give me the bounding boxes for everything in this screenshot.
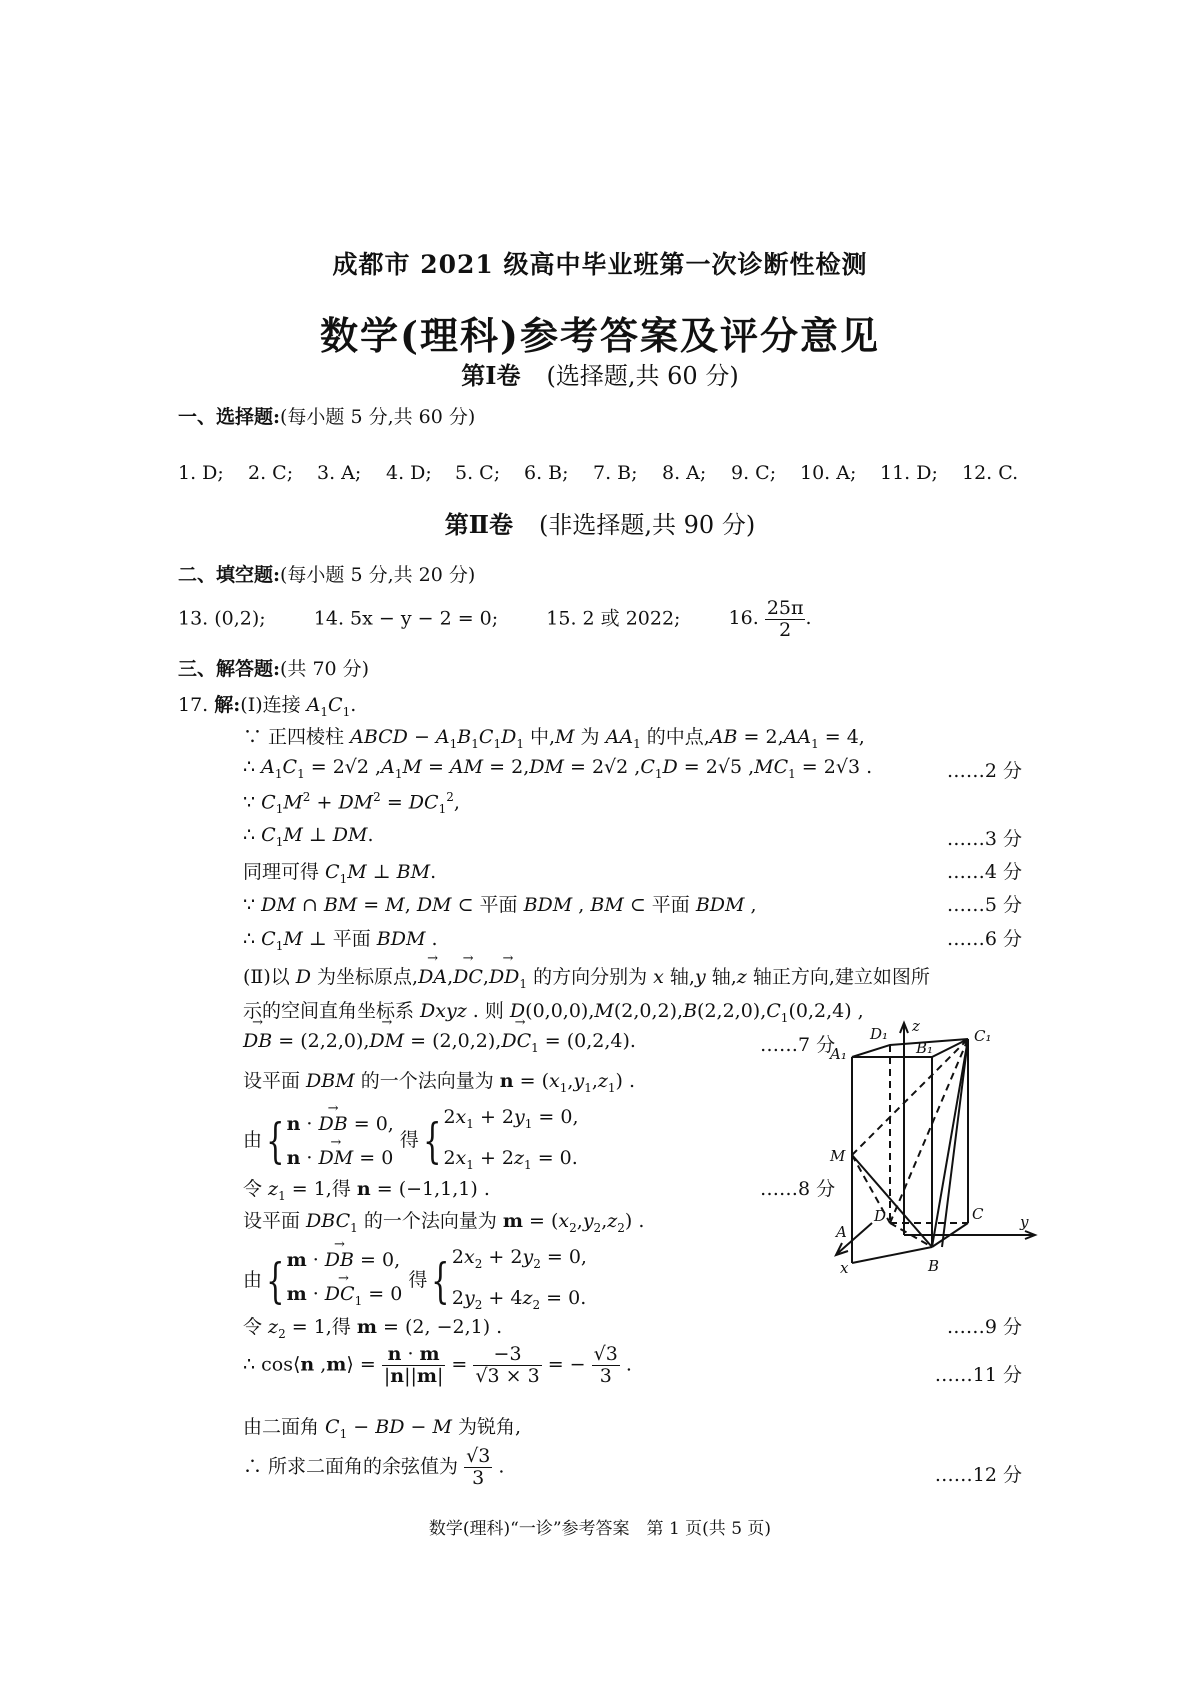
label-z: z (912, 1017, 920, 1035)
solution-start: 17. 解:(Ⅰ)连接 $A_1C_1$. (178, 694, 357, 719)
part2-heading: 第Ⅱ卷 (非选择题,共 90 分) (444, 510, 756, 539)
answer-item: 9. C; (731, 462, 777, 484)
fill-in-answers (178, 598, 812, 641)
answer-item: 3. A; (317, 462, 362, 484)
score-mark: ……11 分 (934, 1364, 1022, 1386)
page-footer: 数学(理科)“一诊”参考答案 第 1 页(共 5 页) (428, 1519, 772, 1539)
answer-15: 15. 2 或 2022; (546, 607, 681, 630)
solution-line: ∴ $C_1M$ ⊥ 平面 BDM . (243, 928, 438, 953)
answer-item: 6. B; (524, 462, 569, 484)
solution-line: 由二面角 $C_1$ − BD − M 为锐角, (243, 1416, 521, 1441)
solution-line: ∴ cos⟨n ,m⟩ = $\frac{n \cdot m}{|n||m|}$ = $\frac{-3}{√3 \times 3}$ = − $\frac{√3}{3}$ . (243, 1343, 632, 1387)
label-C1: C₁ (974, 1027, 992, 1045)
answer-item: 1. D; (178, 462, 224, 484)
label-C: C (972, 1205, 984, 1223)
score-mark: ……9 分 (946, 1316, 1022, 1338)
solution-line: 设平面 DBM 的一个法向量为 $n = (x_1,y_1,z_1)$ . (243, 1070, 636, 1095)
equation-system: 由{ m · → DB = 0, m · → $DC_1 = 0$ 得{ $2x_2 + 2y_2 = 0$, $2y_2 + 4z_2 = 0$. (243, 1240, 587, 1322)
solution-line: ∴ $C_1M$ ⊥ DM. (243, 824, 374, 849)
answer-16: 16. $\frac{25\pi}{2}$ . (728, 597, 812, 641)
label-x: x (840, 1259, 849, 1277)
solution-line: 令 $z_2 = 1$,得 m = (2, −2,1) . (243, 1316, 503, 1341)
prism-figure (820, 1015, 1040, 1295)
answer-item: 4. D; (386, 462, 432, 484)
score-mark: ……4 分 (946, 861, 1022, 883)
solution-line: 示的空间直角坐标系 Dxyz . 则 $D(0,0,0),M(2,0,2),B(2,2,0),C_1(0,2,4)$ , (243, 1000, 864, 1025)
section2-heading: 二、填空题:(每小题 5 分,共 20 分) (178, 564, 476, 586)
answer-14: 14. 5x − y − 2 = 0; (313, 607, 499, 630)
doc-title: 成都市 2021 级高中毕业班第一次诊断性检测 (332, 250, 868, 279)
solution-line: ∵ $C_1M^2 + DM^2 = DC_1^2$, (243, 790, 460, 817)
solution-line: 令 $z_1 = 1$,得 n = (−1,1,1) . (243, 1178, 490, 1203)
label-B1: B₁ (916, 1039, 934, 1057)
section3-heading: 三、解答题:(共 70 分) (178, 658, 370, 680)
solution-line: ∵ DM ∩ BM = M, DM ⊂ 平面 BDM , BM ⊂ 平面 BDM , (243, 894, 757, 916)
answer-13: 13. (0,2); (178, 607, 266, 630)
solution-line: 同理可得 $C_1M$ ⊥ BM. (243, 861, 437, 886)
answer-item: 5. C; (455, 462, 501, 484)
solution-line: ∴ $A_1C_1 = 2√2$ $,A_1M$ = AM = 2,DM = 2√2 $,C_1D = 2√5$ $,MC_1 = 2√3$ . (243, 756, 873, 781)
label-A1: A₁ (830, 1045, 847, 1063)
solution-line: 设平面 $DBC_1$ 的一个法向量为 $m = (x_2,y_2,z_2)$ . (243, 1210, 645, 1235)
solution-line: (Ⅱ)以 D 为坐标原点,→ $DA,\to DC,\to DD_1$ 的方向分别为 x 轴,y 轴,z 轴正方向,建立如图所 (243, 962, 930, 991)
edge-MB (852, 1155, 932, 1247)
label-y: y (1020, 1213, 1029, 1231)
edge-C1B2 (942, 1039, 968, 1247)
score-mark: ……3 分 (946, 828, 1022, 850)
label-D1: D₁ (870, 1025, 889, 1043)
part1-heading: 第Ⅰ卷 (选择题,共 60 分) (461, 361, 739, 390)
label-A: A (836, 1223, 847, 1241)
answer-item: 10. A; (800, 462, 857, 484)
answer-item: 7. B; (593, 462, 638, 484)
score-mark: ……8 分 (760, 1178, 836, 1200)
score-mark: ……6 分 (946, 928, 1022, 950)
solution-line: ∴ 所求二面角的余弦值为 $\frac{√3}{3}$ . (243, 1445, 505, 1489)
label-M: M (830, 1147, 846, 1165)
score-mark: ……5 分 (946, 894, 1022, 916)
edge-AB (852, 1247, 932, 1263)
answer-item: 8. A; (662, 462, 707, 484)
answer-item: 12. C. (962, 462, 1019, 484)
label-D: D (874, 1207, 887, 1225)
score-mark: ……12 分 (934, 1464, 1022, 1486)
solution-line: ∵ 正四棱柱 ABCD − $A_1B_1C_1D_1$ 中,M 为 $AA_1$ 的中点$,AB = 2,AA_1 = 4$, (243, 726, 865, 751)
score-mark: ……7 分 (760, 1034, 836, 1056)
label-B: B (928, 1257, 940, 1275)
section1-heading: 一、选择题:(每小题 5 分,共 60 分) (178, 406, 476, 428)
equation-system: 由{ n · → DB = 0, n · → DM = 0 得{ $2x_1 + 2y_1 = 0$, $2x_1 + 2z_1 = 0$. (243, 1100, 579, 1182)
answer-item: 11. D; (880, 462, 938, 484)
score-mark: ……2 分 (946, 760, 1022, 782)
answer-item: 2. C; (248, 462, 294, 484)
doc-subtitle: 数学(理科)参考答案及评分意见 (320, 313, 880, 358)
solution-line: → DB = (2,2,0),→ DM = $(2,0,2),\to DC_1 = (0,2,4)$. (243, 1030, 636, 1055)
